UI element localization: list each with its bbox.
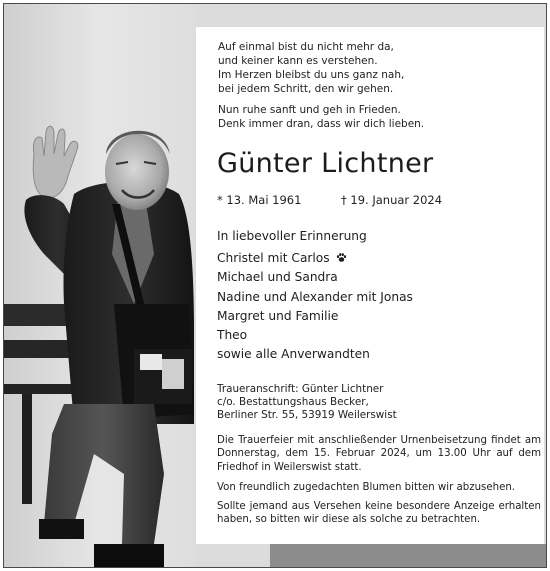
mourner-line: [217, 249, 347, 269]
announcement-notice: Sollte jemand aus Versehen keine besondere Anzeige erhalten haben, so bitten wir diese als solche zu betrachten.: [217, 501, 541, 526]
mourner-line: sowie alle Anverwandten: [217, 347, 370, 361]
mourner-line: Nadine und Alexander mit Jonas: [217, 290, 413, 304]
poem-line: Denk immer dran, dass wir dich lieben.: [218, 118, 425, 130]
poem-line: Im Herzen bleibst du uns ganz nah,: [218, 69, 405, 81]
mourner-name: Christel mit Carlos: [217, 251, 330, 265]
poem-line: bei jedem Schritt, den wir gehen.: [218, 83, 394, 95]
deceased-name: Günter Lichtner: [217, 148, 434, 179]
birth-date: * 13. Mai 1961: [217, 193, 302, 207]
funeral-notice: Die Trauerfeier mit anschließender Urnenbeisetzung findet am Donnerstag, dem 15. Februar 2024, um 13.00 Uhr auf dem Friedhof in Weilerswist statt.: [217, 435, 541, 473]
decorative-bottom-bar: [270, 544, 546, 567]
paw-icon: [336, 250, 347, 269]
mourner-line: Margret und Familie: [217, 309, 339, 323]
flowers-notice: Von freundlich zugedachten Blumen bitten wir abzusehen.: [217, 482, 516, 493]
portrait-photo: [4, 4, 194, 567]
poem-line: Auf einmal bist du nicht mehr da,: [218, 41, 394, 53]
remembrance-intro: In liebevoller Erinnerung: [217, 229, 367, 243]
portrait-illustration: [4, 4, 194, 567]
death-date: † 19. Januar 2024: [341, 193, 443, 207]
poem-line: und keiner kann es verstehen.: [218, 55, 378, 67]
address-line: Berliner Str. 55, 53919 Weilerswist: [217, 409, 397, 421]
mourner-line: Theo: [217, 328, 248, 342]
address-line: c/o. Bestattungshaus Becker,: [217, 396, 369, 408]
address-line: Traueranschrift: Günter Lichtner: [217, 383, 384, 395]
poem-line: Nun ruhe sanft und geh in Frieden.: [218, 104, 401, 116]
mourner-line: Michael und Sandra: [217, 270, 338, 284]
